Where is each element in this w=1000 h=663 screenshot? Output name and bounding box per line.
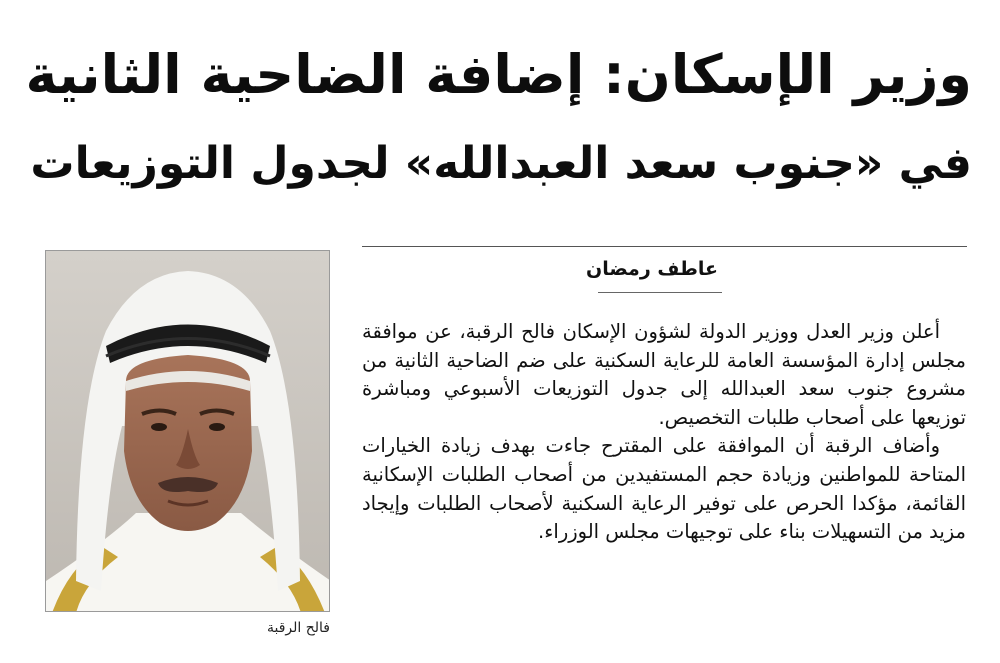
photo-caption: فالح الرقبة [266,620,330,636]
byline-underline [598,292,722,293]
paragraph-2: وأضاف الرقبة أن الموافقة على المقترح جاءت بهدف زيادة الخيارات المتاحة للمواطنين وزيادة حجم المستفيدين من أصحاب الطلبات الإسكانية القائمة، مؤكدا الحرص على توفير الرعاية السكنية لأصحاب الطلبات وإيجاد مزيد من التسهيلات بناء على توجيهات مجلس الوزراء. [362,434,966,544]
headline-line-2: في «جنوب سعد العبدالله» لجدول التوزيعات [30,138,972,189]
byline-divider [362,246,967,247]
portrait-photo [45,250,330,612]
headline-line-1: وزير الإسكان: إضافة الضاحية الثانية [25,43,972,106]
paragraph-1: أعلن وزير العدل ووزير الدولة لشؤون الإسكان فالح الرقبة، عن موافقة مجلس إدارة المؤسسة العامة للرعاية السكنية على ضم الضاحية الثانية من مشروع جنوب سعد العبدالله إلى جدول التوزيعات الأسبوعي ومباشرة توزيعها على أصحاب طلبات التخصيص. [362,320,966,429]
byline: عاطف رمضان [585,258,719,280]
article-body [362,318,966,547]
portrait-illustration [46,251,330,612]
